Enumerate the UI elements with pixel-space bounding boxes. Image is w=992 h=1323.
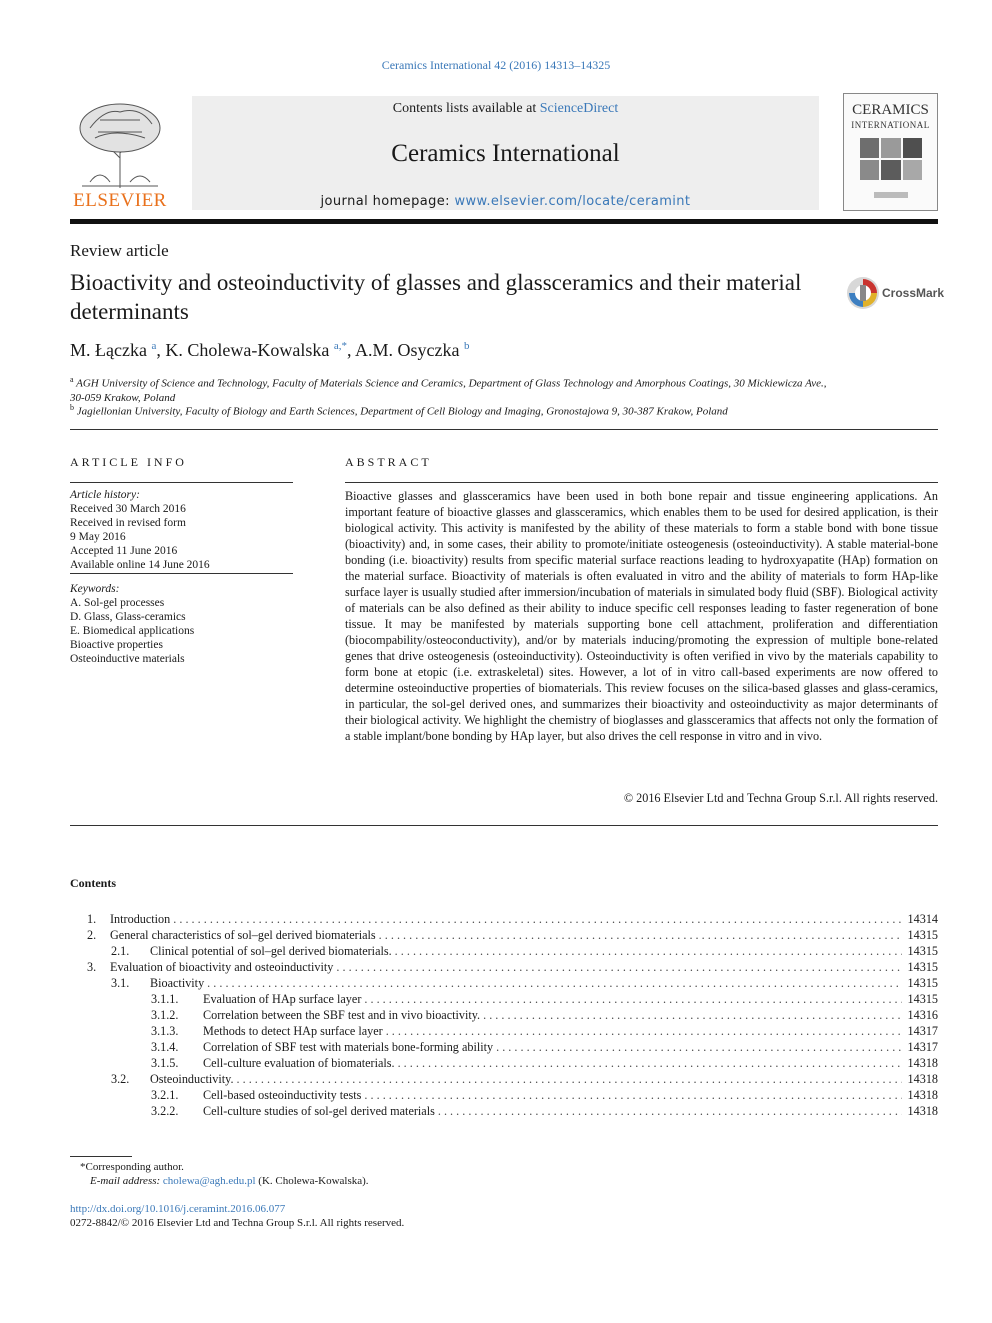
toc-row[interactable] (70, 959, 938, 975)
article-type: Review article (70, 241, 169, 260)
toc-number: 3.2.2. (151, 1104, 179, 1118)
author-affil-sup[interactable]: a,* (333, 340, 347, 352)
toc-label[interactable]: Cell-culture studies of sol-gel derived materials (203, 1104, 435, 1118)
toc-label[interactable]: Evaluation of bioactivity and osteoinductivity (110, 960, 334, 974)
affiliation-text: AGH University of Science and Technology, Faculty of Materials Science and Ceramics, Department of Glass Technology and Amorphous Coatings, 30 Mickiewicza Ave., 30-059 Krakow, Poland (70, 377, 827, 404)
abstract-rule (345, 482, 938, 483)
contents-title: Contents (70, 876, 117, 890)
elsevier-tree-icon (70, 98, 170, 190)
journal-cover[interactable] (843, 93, 938, 211)
table-of-contents (70, 911, 938, 1119)
keyword: D. Glass, Glass-ceramics (70, 611, 186, 623)
toc-label[interactable]: Cell-culture evaluation of biomaterials. (203, 1056, 395, 1070)
keyword: Bioactive properties (70, 639, 163, 651)
toc-entry (110, 959, 938, 975)
corresponding-note (80, 1161, 184, 1173)
cover-title-2: INTERNATIONAL (851, 120, 930, 130)
author-separator: , (156, 340, 166, 360)
toc-page: 14315 (907, 992, 938, 1006)
toc-number: 1. (87, 912, 97, 926)
toc-leader-dots (496, 1039, 901, 1055)
toc-leader-dots (386, 1023, 902, 1039)
author-affil-sup[interactable]: b (463, 340, 470, 352)
corresponding-label: Corresponding author. (85, 1161, 184, 1173)
toc-number: 3.1.5. (151, 1056, 179, 1070)
history-label: Article history: (70, 489, 140, 501)
author-name[interactable]: M. Łączka (70, 340, 147, 360)
doi-text[interactable]: http://dx.doi.org/10.1016/j.ceramint.2016.06.077 (70, 1203, 286, 1215)
toc-row[interactable] (70, 943, 938, 959)
toc-entry (150, 943, 938, 959)
toc-page: 14318 (907, 1056, 938, 1070)
history-item: Available online 14 June 2016 (70, 559, 210, 571)
toc-label[interactable]: Correlation between the SBF test and in vivo bioactivity. (203, 1008, 481, 1022)
elsevier-logo[interactable] (70, 98, 170, 210)
toc-page: 14314 (907, 912, 938, 926)
article-info-rule (70, 482, 293, 483)
toc-page: 14315 (907, 944, 938, 958)
affiliation-text: Jagiellonian University, Faculty of Biology and Earth Sciences, Department of Cell Biology and Imaging, Gronostajowa 9, 30-387 Krakow, Poland (76, 405, 728, 418)
toc-number: 3. (87, 960, 97, 974)
toc-row[interactable] (70, 1103, 938, 1119)
toc-row[interactable] (70, 1071, 938, 1087)
crossmark-icon (846, 276, 880, 310)
toc-number: 3.2.1. (151, 1088, 179, 1102)
toc-row[interactable] (70, 1055, 938, 1071)
history-item: Received in revised form (70, 517, 186, 529)
cover-title-1: CERAMICS (852, 102, 929, 118)
footnote-rule (70, 1156, 132, 1157)
toc-label[interactable]: Bioactivity (150, 976, 205, 990)
journal-homepage (192, 194, 819, 209)
toc-leader-dots (336, 959, 901, 975)
email-label: E-mail address: (90, 1175, 163, 1187)
toc-row[interactable] (70, 991, 938, 1007)
issn-copyright: 0272-8842/© 2016 Elsevier Ltd and Techna Group S.r.l. All rights reserved. (70, 1217, 405, 1229)
doi-link[interactable] (70, 1203, 285, 1215)
toc-page: 14317 (907, 1040, 938, 1054)
keyword: Osteoinductive materials (70, 653, 185, 665)
email-link[interactable]: cholewa@agh.edu.pl (162, 1175, 256, 1187)
article-history (70, 488, 293, 572)
elsevier-wordmark: ELSEVIER (73, 190, 167, 211)
crossmark-label: CrossMark (882, 286, 945, 300)
toc-row[interactable] (70, 927, 938, 943)
email-note (90, 1175, 369, 1187)
affiliation (70, 401, 830, 419)
history-rule (70, 573, 293, 574)
sciencedirect-link[interactable]: ScienceDirect (539, 101, 619, 116)
toc-leader-dots (379, 927, 902, 943)
toc-entry (203, 1023, 938, 1039)
history-item: Received 30 March 2016 (70, 503, 186, 515)
affiliation (70, 373, 830, 405)
journal-banner (192, 96, 819, 210)
contents-prefix: Contents lists available at (392, 101, 540, 116)
asterisk: * (80, 1161, 86, 1173)
toc-number: 3.1.2. (151, 1008, 179, 1022)
toc-label[interactable]: Cell-based osteoinductivity tests (203, 1088, 362, 1102)
toc-leader-dots (483, 1007, 901, 1023)
article-info-heading: ARTICLE INFO (70, 455, 187, 469)
toc-leader-dots (398, 1055, 902, 1071)
contents-available (192, 101, 819, 117)
toc-entry (203, 991, 938, 1007)
section-rule (70, 825, 938, 826)
affiliation-sup: b (70, 403, 74, 412)
homepage-link[interactable]: www.elsevier.com/locate/ceramint (454, 194, 691, 209)
keywords-label: Keywords: (70, 583, 120, 595)
author-name[interactable]: K. Cholewa-Kowalska (165, 340, 330, 360)
article-title: Bioactivity and osteoinductivity of glasses and glassceramics and their material determinants (70, 270, 802, 324)
keywords (70, 582, 293, 666)
toc-entry (110, 927, 938, 943)
toc-label[interactable]: Correlation of SBF test with materials bone-forming ability (203, 1040, 494, 1054)
toc-entry (203, 1007, 938, 1023)
toc-number: 3.1.1. (151, 992, 179, 1006)
cover-image-grid (860, 138, 922, 180)
toc-row[interactable] (70, 1007, 938, 1023)
crossmark-badge[interactable] (846, 276, 944, 310)
toc-row[interactable] (70, 911, 938, 927)
section-rule (70, 429, 938, 430)
toc-page: 14316 (907, 1008, 938, 1022)
history-item: 9 May 2016 (70, 531, 126, 543)
toc-page: 14315 (907, 960, 938, 974)
toc-page: 14317 (907, 1024, 938, 1038)
toc-leader-dots (364, 1087, 901, 1103)
toc-label[interactable]: General characteristics of sol–gel derived biomaterials (110, 928, 376, 942)
homepage-prefix: journal homepage: (320, 194, 455, 209)
toc-row[interactable] (70, 1087, 938, 1103)
toc-row[interactable] (70, 1039, 938, 1055)
keyword: E. Biomedical applications (70, 625, 195, 637)
toc-row[interactable] (70, 975, 938, 991)
abstract-copyright: © 2016 Elsevier Ltd and Techna Group S.r.l. All rights reserved. (623, 791, 938, 805)
toc-entry (150, 1071, 938, 1087)
toc-leader-dots (173, 911, 901, 927)
author-name[interactable]: A.M. Osyczka (354, 340, 460, 360)
toc-page: 14318 (907, 1104, 938, 1118)
affiliation-sup: a (70, 375, 74, 384)
cover-footer-bar (874, 192, 908, 198)
email-suffix: (K. Cholewa-Kowalska). (255, 1175, 369, 1187)
toc-entry (203, 1103, 938, 1119)
toc-number: 3.1.3. (151, 1024, 179, 1038)
header-rule (70, 219, 938, 224)
toc-label[interactable]: Evaluation of HAp surface layer (203, 992, 362, 1006)
toc-entry (203, 1039, 938, 1055)
history-item: Accepted 11 June 2016 (70, 545, 178, 557)
toc-label[interactable]: Methods to detect HAp surface layer (203, 1024, 383, 1038)
journal-citation[interactable]: Ceramics International 42 (2016) 14313–14325 (381, 58, 611, 72)
toc-entry (203, 1087, 938, 1103)
author-affil-sup[interactable]: a (151, 340, 157, 352)
abstract-heading: ABSTRACT (345, 455, 432, 469)
toc-leader-dots (438, 1103, 902, 1119)
toc-label[interactable]: Introduction (110, 912, 171, 926)
toc-leader-dots (395, 943, 902, 959)
toc-entry (110, 911, 938, 927)
toc-number: 3.2. (111, 1072, 130, 1086)
toc-number: 3.1. (111, 976, 130, 990)
toc-page: 14318 (907, 1088, 938, 1102)
toc-label[interactable]: Clinical potential of sol–gel derived biomaterials. (150, 944, 392, 958)
author-list (70, 340, 469, 361)
keyword: A. Sol-gel processes (70, 597, 165, 609)
toc-number: 2. (87, 928, 97, 942)
toc-entry (150, 975, 938, 991)
toc-leader-dots (237, 1071, 902, 1087)
toc-leader-dots (207, 975, 901, 991)
toc-number: 2.1. (111, 944, 130, 958)
toc-entry (203, 1055, 938, 1071)
toc-row[interactable] (70, 1023, 938, 1039)
journal-name: Ceramics International (391, 140, 620, 167)
toc-leader-dots (364, 991, 901, 1007)
toc-page: 14315 (907, 976, 938, 990)
toc-page: 14315 (907, 928, 938, 942)
abstract-text: Bioactive glasses and glassceramics have been used in both bone repair and tissue engineering applications. An important feature of bioactive glasses and glassceramics, which enables them to be used for desired application, is their biological activity. This activity is manifested by the ability of these materials to form a stable bond with bone tissue (bioactivity) and, in some cases, their ability to promote/initiate osteogenesis (osteoinductivity). A stable material-bone bonding (i.e. bioactivity) results from specific material surface reactions leading to hydroxyapatite (HAp) formation on the material surface. Bioactivity of materials is often evaluated in vitro and the ability of materials to form HAp-like surface layer is usually studied after immersion/incubation of materials in simulated body fluid (SBF). Biological activity of materials can be also defined as their ability to induce specific cell responses leading to faster regeneration of bone tissue. It may be manifested by materials supporting bone cell attachment, proliferation and differentiation (biocompability/osteoconductivity), and/or by materials inducing/promoting the expression of multiple bone-related genes that drive osteogenesis (osteoinductivity). Osteoinductivity is often verified in vivo by the materials capability to form bone at etopic (i.e. extraskeletal) sites. However, a lot of in vitro call-based experiments are now offered to determine osteoinductive properties of biomaterials. This review focuses on the silica-based glasses and glass-ceramics, in particular, the sol-gel derived ones, and summarizes their bioactivity and osteoinductivity as major determinants of their biological activity. We highlight the chemistry of bioglasses and glassceramics that affects not only the formation of a stable implant/bone bonding by HAp layer, but also drives the cell response in vitro and in vivo. (345, 489, 938, 743)
toc-label[interactable]: Osteoinductivity. (150, 1072, 234, 1086)
toc-page: 14318 (907, 1072, 938, 1086)
toc-number: 3.1.4. (151, 1040, 179, 1054)
author-separator: , (346, 340, 355, 360)
